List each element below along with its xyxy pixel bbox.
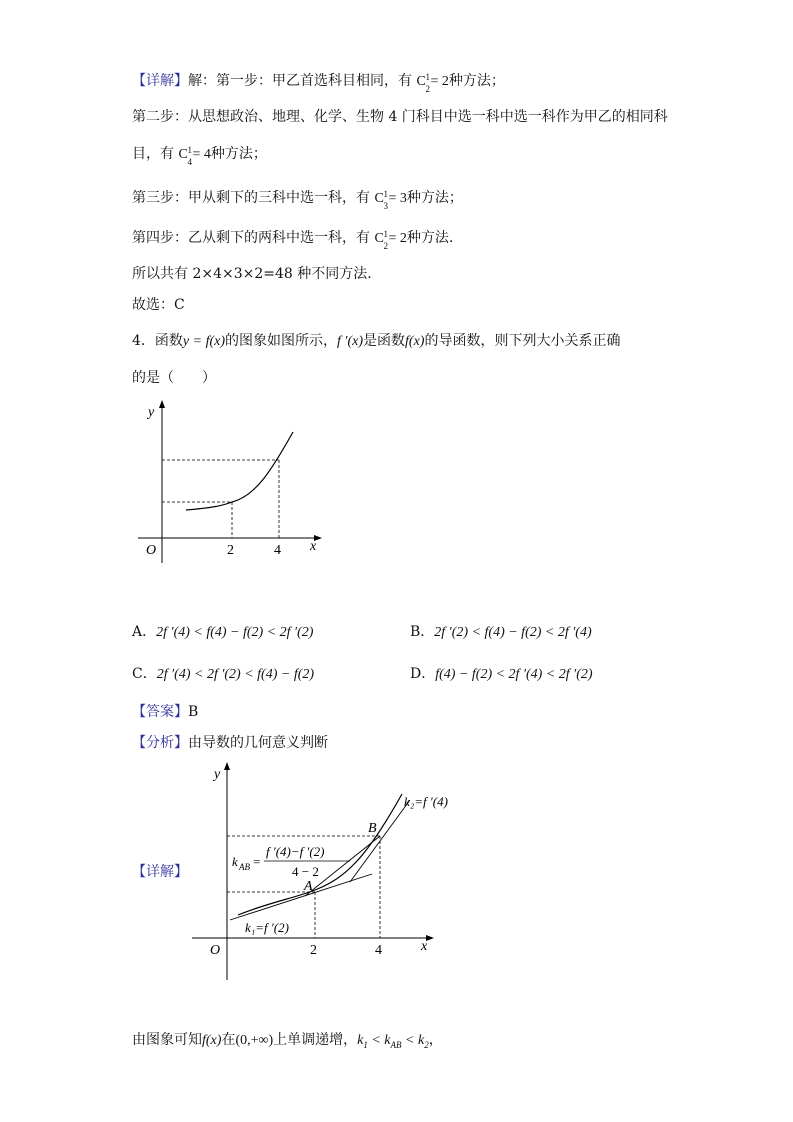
- kab-label: k: [232, 854, 238, 869]
- function-graph: [130, 398, 330, 568]
- question-4-line2: 的是（ ）: [132, 370, 216, 386]
- detail-tag: 【详解】: [132, 73, 188, 89]
- point-b: B: [368, 821, 377, 836]
- y-label: y: [148, 405, 155, 420]
- combination-formula: C 1 2: [416, 72, 430, 94]
- step2-line-b: 目，有 C 1 4 = 4种方法；: [132, 145, 267, 167]
- tick-2: 2: [310, 943, 317, 958]
- x-label: x: [421, 939, 428, 954]
- kab-denominator: 4 − 2: [292, 864, 319, 879]
- option-c[interactable]: C．2f ′(4) < 2f ′(2) < f(4) − f(2): [132, 666, 315, 682]
- tick-4: 4: [375, 943, 382, 958]
- conclusion-line: 由图象可知f(x)在(0,+∞)上单调递增，$k_1 < k_{AB} < k_2$，: [132, 1032, 443, 1050]
- step3-line: 第三步：甲从剩下的三科中选一科，有 C 1 3 = 3种方法；: [132, 189, 463, 211]
- combination-formula: C 1 4: [178, 145, 192, 167]
- analysis-line: 【分析】由导数的几何意义判断: [132, 735, 328, 751]
- option-b[interactable]: B．2f ′(2) < f(4) − f(2) < 2f ′(4): [410, 624, 592, 640]
- origin-label: O: [210, 943, 221, 958]
- kab-eq: =: [253, 854, 261, 869]
- tick-2: 2: [227, 543, 234, 558]
- question-4-line1: 4．函数y = f(x)的图象如图所示，f ′(x)是函数f(x)的导函数，则下列大小关系正确: [132, 333, 621, 349]
- k1-label: k₁=f ′(2): [245, 920, 289, 935]
- y-label: y: [214, 767, 221, 782]
- option-d[interactable]: D．f(4) − f(2) < 2f ′(4) < 2f ′(2): [410, 666, 593, 682]
- step1-line: 【详解】解：第一步：甲乙首选科目相同，有 C 1 2 = 2种方法；: [132, 72, 505, 94]
- derivative-graph: [190, 760, 450, 985]
- point-a: A: [304, 879, 313, 894]
- choice-line: 故选：C: [132, 297, 185, 313]
- kab-numerator: f ′(4)−f ′(2): [266, 844, 325, 859]
- tick-4: 4: [274, 543, 281, 558]
- option-a[interactable]: A．2f ′(4) < f(4) − f(2) < 2f ′(2): [132, 624, 314, 640]
- combination-formula: C 1 2: [374, 229, 388, 251]
- combination-formula: C 1 3: [374, 189, 388, 211]
- detail2-line: 【详解】: [132, 864, 188, 880]
- step2-line: 第二步：从思想政治、地理、化学、生物 4 门科目中选一科中选一科作为甲乙的相同科: [132, 109, 668, 125]
- step4-line: 第四步：乙从剩下的两科中选一科，有 C 1 2 = 2种方法.: [132, 229, 454, 251]
- kab-sub: AB: [239, 862, 250, 872]
- x-label: x: [310, 539, 317, 554]
- origin-label: O: [146, 543, 157, 558]
- k2-label: k₂=f ′(4): [404, 794, 448, 809]
- total-line: 所以共有 2×4×3×2=48 种不同方法.: [132, 266, 372, 282]
- curve: [186, 432, 293, 510]
- answer-line: 【答案】B: [132, 704, 199, 720]
